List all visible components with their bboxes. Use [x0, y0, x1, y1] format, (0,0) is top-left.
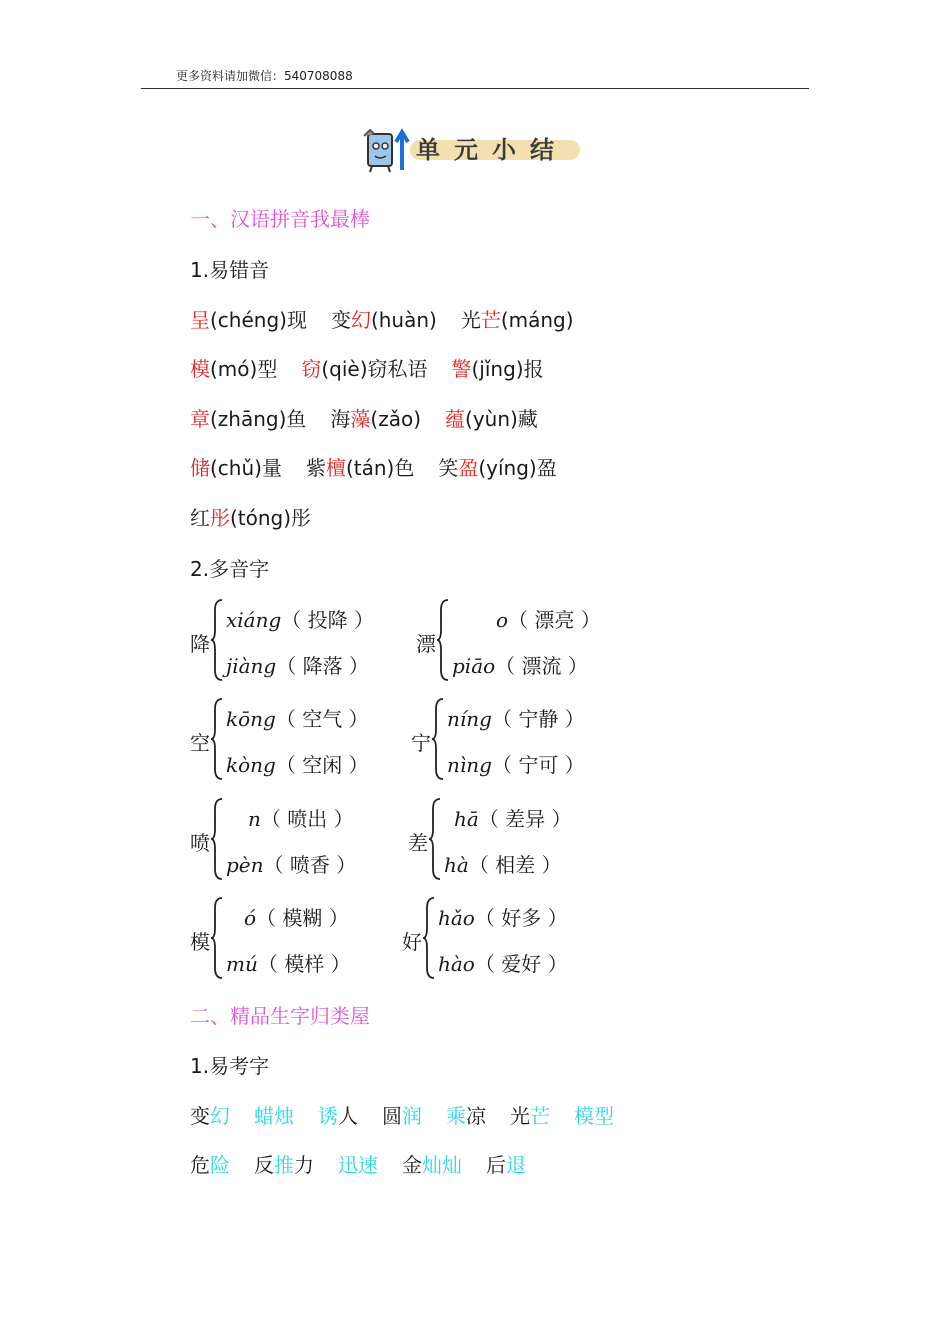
- subsection-polyphonic: 2.多音字: [190, 557, 270, 581]
- pinyin-reading: n: [248, 807, 261, 831]
- highlighted-character: 蕴: [445, 407, 466, 431]
- header-divider: [141, 88, 809, 89]
- polyphonic-reading: [226, 749, 369, 778]
- example-word: （ 空气 ）: [275, 707, 369, 731]
- example-word: （ 相差 ）: [468, 853, 562, 877]
- polyphonic-character: 模: [190, 930, 210, 954]
- pinyin-reading: xiáng: [226, 608, 282, 632]
- pinyin-reading: jiàng: [226, 654, 277, 678]
- pinyin-reading: hā: [454, 807, 479, 831]
- highlighted-character: 幻: [350, 308, 371, 332]
- polyphonic-character: 喷: [190, 831, 210, 855]
- highlighted-character: 章: [190, 407, 210, 431]
- example-word: （ 好多 ）: [474, 906, 568, 930]
- word-prefix: 变: [330, 308, 351, 332]
- word-item: [446, 1104, 486, 1128]
- highlighted-character: 模: [190, 357, 210, 381]
- pinyin-reading: hǎo: [438, 906, 475, 930]
- example-word: （ 爱好 ）: [474, 952, 568, 976]
- polyphonic-character: 漂: [416, 632, 436, 656]
- highlighted-character: 藻: [350, 407, 371, 431]
- word-item: [254, 1104, 294, 1128]
- polyphonic-character: 宁: [411, 731, 431, 755]
- polyphonic-reading: [438, 902, 568, 931]
- subsection-easy-wrong-pronunciation: 1.易错音: [190, 258, 270, 282]
- book-mascot-icon: [358, 126, 418, 176]
- example-word: （ 降落 ）: [276, 654, 369, 678]
- word-suffix: 人: [338, 1104, 358, 1128]
- word-prefix: 光: [510, 1104, 530, 1128]
- word-item: [190, 1153, 230, 1177]
- word-line: [190, 1100, 614, 1129]
- word-prefix: 紫: [305, 456, 326, 480]
- word-suffix: (jǐng)报: [471, 357, 544, 381]
- word-suffix: (yùn)藏: [465, 407, 538, 431]
- word-prefix: 笑: [438, 456, 459, 480]
- word-item: [190, 308, 307, 332]
- example-word: （ 模糊 ）: [256, 906, 349, 930]
- word-line: [190, 403, 538, 432]
- polyphonic-reading: [226, 604, 374, 633]
- example-word: （ 模样 ）: [257, 952, 351, 976]
- word-suffix: (tóng)彤: [230, 506, 312, 530]
- highlighted-character: 险: [210, 1153, 230, 1177]
- polyphonic-character: 差: [408, 831, 428, 855]
- polyphonic-reading: [226, 703, 369, 732]
- polyphonic-reading: [452, 650, 588, 679]
- highlighted-character: 迅速: [338, 1153, 378, 1177]
- polyphonic-reading: [248, 803, 354, 832]
- pinyin-reading: ó: [244, 906, 257, 930]
- word-prefix: 危: [190, 1153, 210, 1177]
- word-item: [486, 1153, 526, 1177]
- highlighted-character: 退: [506, 1153, 526, 1177]
- highlighted-character: 推: [274, 1153, 294, 1177]
- highlighted-character: 彤: [210, 506, 230, 530]
- word-line: [190, 452, 557, 481]
- polyphonic-character: 好: [402, 930, 422, 954]
- highlighted-character: 储: [190, 456, 210, 480]
- word-item: [452, 357, 544, 381]
- word-prefix: 红: [190, 506, 210, 530]
- pinyin-reading: o: [496, 608, 509, 632]
- polyphonic-character: 降: [190, 632, 210, 656]
- curly-brace-icon: [210, 797, 224, 881]
- word-item: [330, 407, 421, 431]
- word-item: [510, 1104, 550, 1128]
- word-suffix: (tán)色: [345, 456, 415, 480]
- word-item: [438, 456, 556, 480]
- polyphonic-reading: [496, 604, 601, 633]
- word-item: [301, 357, 427, 381]
- example-word: （ 空闲 ）: [275, 753, 369, 777]
- example-word: （ 漂亮 ）: [508, 608, 601, 632]
- curly-brace-icon: [210, 697, 224, 781]
- pinyin-reading: kōng: [226, 707, 276, 731]
- highlighted-character: 蜡烛: [254, 1104, 294, 1128]
- word-item: [190, 456, 282, 480]
- highlighted-character: 警: [451, 357, 472, 381]
- word-suffix: (qiè)窃私语: [321, 357, 428, 381]
- unit-summary-banner: [358, 126, 584, 176]
- word-item: [190, 407, 306, 431]
- word-item: [461, 308, 574, 332]
- polyphonic-reading: [244, 902, 349, 931]
- word-line: [190, 304, 574, 333]
- highlighted-character: 盈: [458, 456, 479, 480]
- curly-brace-icon: [436, 598, 450, 682]
- highlighted-character: 幻: [210, 1104, 230, 1128]
- example-word: （ 漂流 ）: [495, 654, 588, 678]
- polyphonic-reading: [438, 948, 568, 977]
- highlighted-character: 窃: [301, 357, 322, 381]
- pinyin-reading: kòng: [226, 753, 276, 777]
- header-note: 更多资料请加微信：540708088: [176, 69, 353, 83]
- word-suffix: (yíng)盈: [478, 456, 557, 480]
- polyphonic-reading: [454, 803, 572, 832]
- word-item: [306, 456, 414, 480]
- pinyin-reading: nìng: [447, 753, 492, 777]
- example-word: （ 喷香 ）: [263, 853, 357, 877]
- word-prefix: 金: [402, 1153, 422, 1177]
- word-suffix: (máng): [500, 308, 574, 332]
- pinyin-reading: piāo: [452, 654, 496, 678]
- polyphonic-reading: [444, 849, 562, 878]
- example-word: （ 喷出 ）: [260, 807, 354, 831]
- word-item: [402, 1153, 462, 1177]
- word-suffix: 力: [294, 1153, 314, 1177]
- polyphonic-reading: [447, 749, 585, 778]
- section-title-pinyin: 一、汉语拼音我最棒: [190, 207, 370, 231]
- word-item: [190, 506, 311, 530]
- example-word: （ 差异 ）: [478, 807, 572, 831]
- highlighted-character: 润: [402, 1104, 422, 1128]
- curly-brace-icon: [210, 598, 224, 682]
- word-prefix: 海: [330, 407, 351, 431]
- example-word: （ 宁可 ）: [491, 753, 585, 777]
- word-item: [574, 1104, 614, 1128]
- highlighted-character: 灿灿: [422, 1153, 462, 1177]
- word-item: [190, 1104, 230, 1128]
- word-line: [190, 502, 311, 531]
- polyphonic-reading: [226, 948, 351, 977]
- highlighted-character: 乘: [446, 1104, 466, 1128]
- polyphonic-character: 空: [190, 731, 210, 755]
- word-item: [331, 308, 437, 332]
- pinyin-reading: níng: [447, 707, 492, 731]
- word-item: [190, 357, 277, 381]
- curly-brace-icon: [431, 697, 445, 781]
- pinyin-reading: hà: [444, 853, 469, 877]
- pinyin-reading: pèn: [226, 853, 264, 877]
- word-line: [190, 1149, 526, 1178]
- curly-brace-icon: [210, 896, 224, 980]
- example-word: （ 宁静 ）: [491, 707, 585, 731]
- word-suffix: (huàn): [370, 308, 437, 332]
- highlighted-character: 芒: [530, 1104, 550, 1128]
- word-suffix: (chéng)现: [210, 308, 307, 332]
- highlighted-character: 呈: [190, 308, 210, 332]
- word-item: [338, 1153, 378, 1177]
- pinyin-reading: mú: [226, 952, 258, 976]
- word-item: [445, 407, 538, 431]
- polyphonic-reading: [447, 703, 585, 732]
- page-title: 单元小结: [416, 136, 568, 164]
- highlighted-character: 模型: [574, 1104, 614, 1128]
- word-suffix: (mó)型: [210, 357, 278, 381]
- example-word: （ 投降 ）: [281, 608, 375, 632]
- word-suffix: (zhāng)鱼: [210, 407, 307, 431]
- highlighted-character: 檀: [325, 456, 346, 480]
- word-item: [382, 1104, 422, 1128]
- word-prefix: 反: [254, 1153, 274, 1177]
- word-line: [190, 353, 544, 382]
- pinyin-reading: hào: [438, 952, 475, 976]
- word-suffix: 凉: [466, 1104, 486, 1128]
- curly-brace-icon: [428, 797, 442, 881]
- section-title-characters: 二、精品生字归类屋: [190, 1004, 370, 1028]
- highlighted-character: 芒: [480, 308, 501, 332]
- word-prefix: 圆: [382, 1104, 402, 1128]
- word-item: [254, 1153, 314, 1177]
- word-prefix: 变: [190, 1104, 210, 1128]
- word-suffix: (zǎo): [370, 407, 422, 431]
- word-prefix: 后: [486, 1153, 506, 1177]
- word-prefix: 光: [460, 308, 481, 332]
- subsection-easy-test-characters: 1.易考字: [190, 1054, 270, 1078]
- highlighted-character: 诱: [318, 1104, 338, 1128]
- word-suffix: (chǔ)量: [210, 456, 282, 480]
- polyphonic-reading: [226, 650, 369, 679]
- polyphonic-reading: [226, 849, 356, 878]
- curly-brace-icon: [422, 896, 436, 980]
- word-item: [318, 1104, 358, 1128]
